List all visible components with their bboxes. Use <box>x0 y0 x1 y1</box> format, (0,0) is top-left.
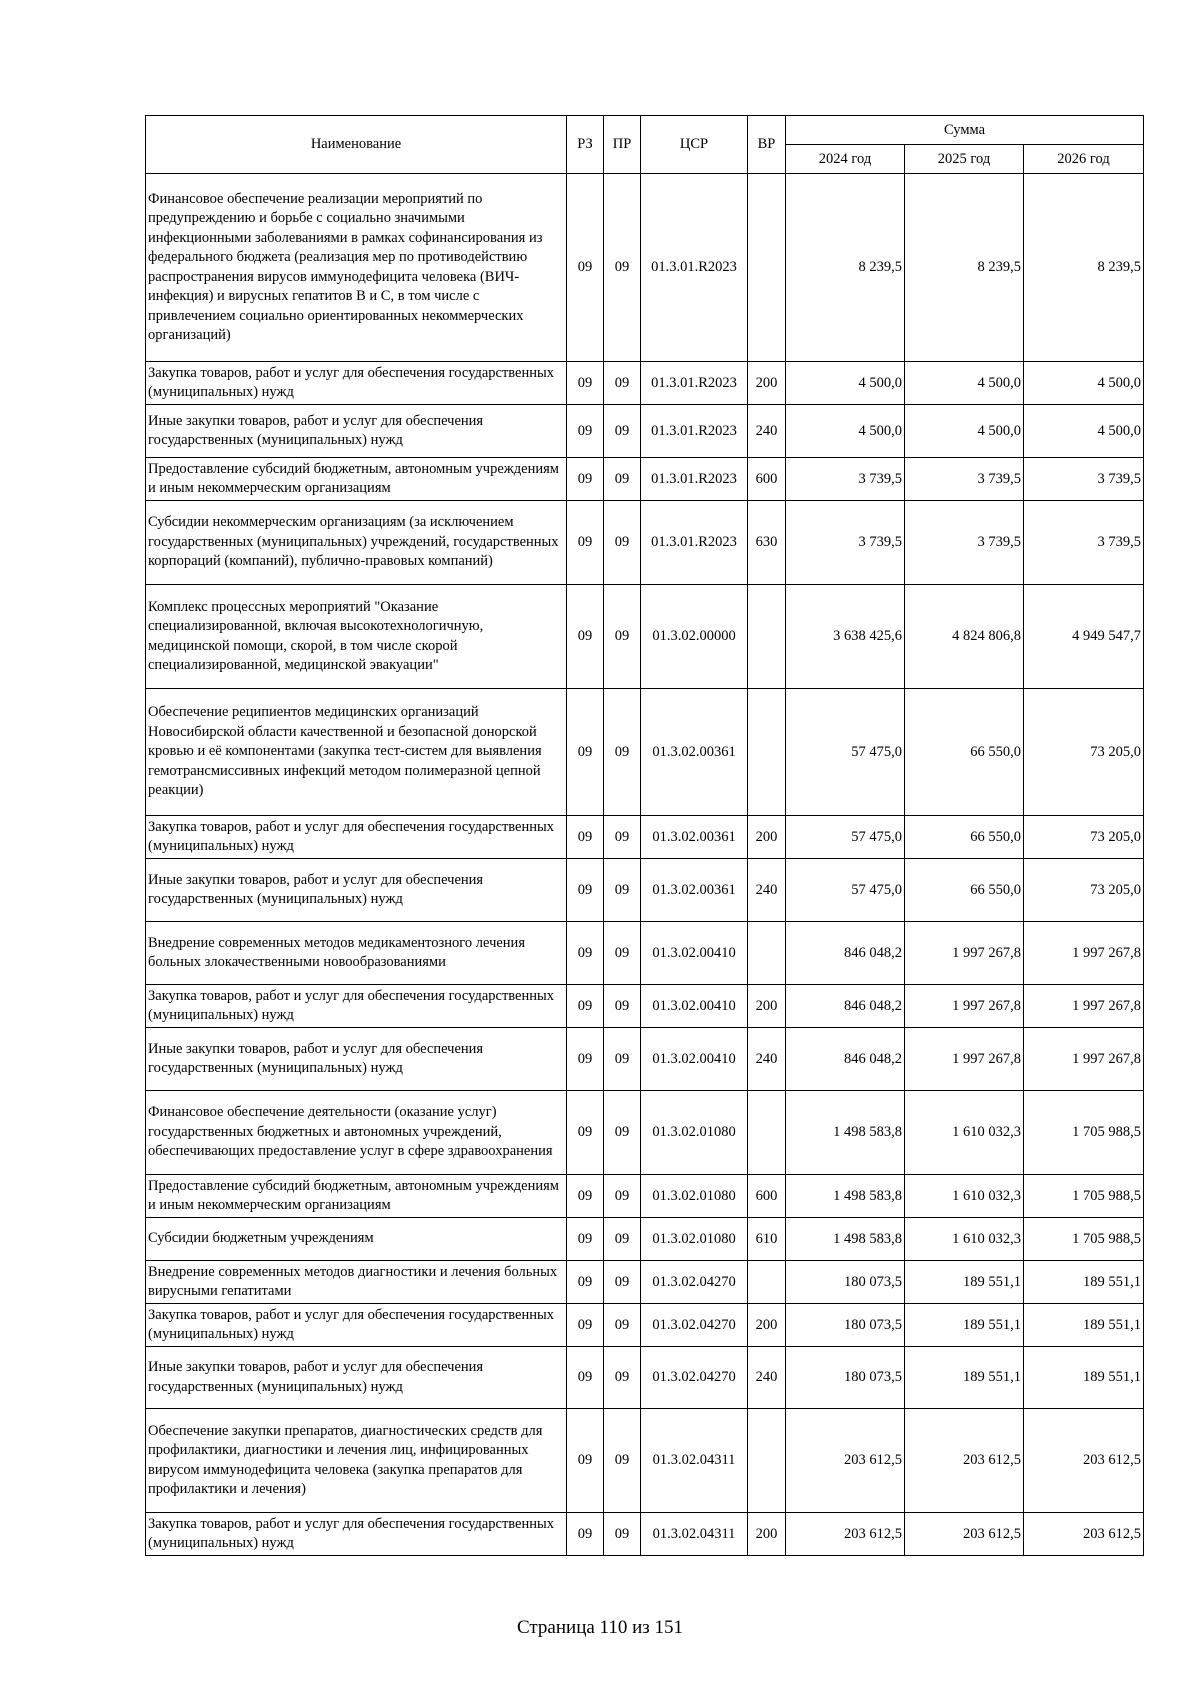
row-amount-2026: 3 739,5 <box>1024 501 1144 585</box>
row-pr: 09 <box>604 1175 641 1218</box>
row-name: Предоставление субсидий бюджетным, автономным учреждениям и иным некоммерческим организациям <box>146 1175 567 1218</box>
row-rz: 09 <box>567 1347 604 1409</box>
row-rz: 09 <box>567 1218 604 1261</box>
row-amount-2025: 203 612,5 <box>905 1513 1024 1556</box>
row-csr: 01.3.02.04270 <box>641 1304 748 1347</box>
row-amount-2025: 203 612,5 <box>905 1409 1024 1513</box>
row-pr: 09 <box>604 585 641 689</box>
header-csr: ЦСР <box>641 116 748 174</box>
row-name: Субсидии некоммерческим организациям (за исключением государственных (муниципальных) учреждений, государственных корпораций (компаний), публично-правовых компаний) <box>146 501 567 585</box>
table-row <box>146 1347 1144 1409</box>
row-name: Субсидии бюджетным учреждениям <box>146 1218 567 1261</box>
row-amount-2024: 1 498 583,8 <box>786 1175 905 1218</box>
row-vr: 200 <box>748 1513 786 1556</box>
row-csr: 01.3.02.04270 <box>641 1347 748 1409</box>
row-name: Обеспечение закупки препаратов, диагностических средств для профилактики, диагностики и лечения лиц, инфицированных вирусом иммунодефицита человека (закупка препаратов для профилактики и лечения) <box>146 1409 567 1513</box>
row-name: Закупка товаров, работ и услуг для обеспечения государственных (муниципальных) нужд <box>146 362 567 405</box>
row-amount-2026: 1 997 267,8 <box>1024 985 1144 1028</box>
row-amount-2026: 3 739,5 <box>1024 458 1144 501</box>
row-vr: 240 <box>748 405 786 458</box>
row-csr: 01.3.01.R2023 <box>641 362 748 405</box>
row-amount-2024: 846 048,2 <box>786 985 905 1028</box>
page-number: Страница 110 из 151 <box>516 1617 684 1638</box>
row-pr: 09 <box>604 859 641 922</box>
table-row <box>146 816 1144 859</box>
row-vr <box>748 585 786 689</box>
row-amount-2026: 189 551,1 <box>1024 1304 1144 1347</box>
row-amount-2026: 73 205,0 <box>1024 816 1144 859</box>
table-row <box>146 1091 1144 1175</box>
row-vr <box>748 1409 786 1513</box>
table-row <box>146 458 1144 501</box>
row-pr: 09 <box>604 689 641 816</box>
row-amount-2026: 1 705 988,5 <box>1024 1091 1144 1175</box>
row-pr: 09 <box>604 1304 641 1347</box>
header-pr: ПР <box>604 116 641 174</box>
header-sum: Сумма <box>786 116 1144 145</box>
row-vr: 200 <box>748 816 786 859</box>
row-rz: 09 <box>567 174 604 362</box>
row-rz: 09 <box>567 922 604 985</box>
row-pr: 09 <box>604 1261 641 1304</box>
row-vr <box>748 689 786 816</box>
row-name: Внедрение современных методов медикаментозного лечения больных злокачественными новообразованиями <box>146 922 567 985</box>
row-amount-2024: 846 048,2 <box>786 1028 905 1091</box>
row-csr: 01.3.01.R2023 <box>641 405 748 458</box>
row-amount-2025: 1 610 032,3 <box>905 1091 1024 1175</box>
row-amount-2024: 4 500,0 <box>786 362 905 405</box>
row-csr: 01.3.02.04270 <box>641 1261 748 1304</box>
row-amount-2024: 846 048,2 <box>786 922 905 985</box>
row-pr: 09 <box>604 174 641 362</box>
row-name: Закупка товаров, работ и услуг для обеспечения государственных (муниципальных) нужд <box>146 1513 567 1556</box>
row-amount-2024: 180 073,5 <box>786 1304 905 1347</box>
row-amount-2025: 3 739,5 <box>905 501 1024 585</box>
row-pr: 09 <box>604 1028 641 1091</box>
row-pr: 09 <box>604 362 641 405</box>
row-amount-2024: 1 498 583,8 <box>786 1091 905 1175</box>
row-amount-2025: 66 550,0 <box>905 859 1024 922</box>
row-csr: 01.3.01.R2023 <box>641 174 748 362</box>
table-row <box>146 922 1144 985</box>
row-amount-2026: 4 949 547,7 <box>1024 585 1144 689</box>
row-amount-2025: 1 997 267,8 <box>905 985 1024 1028</box>
row-pr: 09 <box>604 1218 641 1261</box>
row-name: Иные закупки товаров, работ и услуг для обеспечения государственных (муниципальных) нужд <box>146 1347 567 1409</box>
row-amount-2026: 1 997 267,8 <box>1024 922 1144 985</box>
row-amount-2025: 189 551,1 <box>905 1261 1024 1304</box>
row-amount-2025: 1 610 032,3 <box>905 1218 1024 1261</box>
row-name: Иные закупки товаров, работ и услуг для обеспечения государственных (муниципальных) нужд <box>146 405 567 458</box>
row-amount-2024: 3 739,5 <box>786 458 905 501</box>
row-rz: 09 <box>567 1513 604 1556</box>
row-csr: 01.3.02.00410 <box>641 922 748 985</box>
row-amount-2026: 4 500,0 <box>1024 405 1144 458</box>
row-csr: 01.3.02.00361 <box>641 859 748 922</box>
header-rz: РЗ <box>567 116 604 174</box>
row-amount-2024: 3 739,5 <box>786 501 905 585</box>
header-year-2024: 2024 год <box>786 145 905 174</box>
row-rz: 09 <box>567 1409 604 1513</box>
table-row <box>146 689 1144 816</box>
row-name: Иные закупки товаров, работ и услуг для обеспечения государственных (муниципальных) нужд <box>146 1028 567 1091</box>
row-vr: 240 <box>748 1028 786 1091</box>
row-rz: 09 <box>567 1175 604 1218</box>
row-name: Комплекс процессных мероприятий "Оказание специализированной, включая высокотехнологичную, медицинской помощи, скорой, в том числе скорой специализированной, медицинской эвакуации" <box>146 585 567 689</box>
table-body <box>146 174 1144 1556</box>
row-rz: 09 <box>567 405 604 458</box>
row-vr: 200 <box>748 1304 786 1347</box>
row-pr: 09 <box>604 1091 641 1175</box>
row-csr: 01.3.02.01080 <box>641 1175 748 1218</box>
row-amount-2024: 203 612,5 <box>786 1513 905 1556</box>
row-amount-2024: 57 475,0 <box>786 859 905 922</box>
row-vr: 630 <box>748 501 786 585</box>
table-row <box>146 1028 1144 1091</box>
row-vr: 610 <box>748 1218 786 1261</box>
row-amount-2025: 66 550,0 <box>905 689 1024 816</box>
row-amount-2025: 4 824 806,8 <box>905 585 1024 689</box>
row-csr: 01.3.02.00361 <box>641 816 748 859</box>
row-pr: 09 <box>604 501 641 585</box>
table-row <box>146 1513 1144 1556</box>
row-rz: 09 <box>567 1091 604 1175</box>
row-name: Закупка товаров, работ и услуг для обеспечения государственных (муниципальных) нужд <box>146 985 567 1028</box>
row-amount-2026: 189 551,1 <box>1024 1261 1144 1304</box>
header-name: Наименование <box>146 116 567 174</box>
row-rz: 09 <box>567 985 604 1028</box>
table-row <box>146 174 1144 362</box>
row-csr: 01.3.02.00410 <box>641 1028 748 1091</box>
table-row <box>146 1304 1144 1347</box>
row-amount-2026: 1 997 267,8 <box>1024 1028 1144 1091</box>
header-year-2026: 2026 год <box>1024 145 1144 174</box>
row-amount-2025: 1 997 267,8 <box>905 922 1024 985</box>
row-amount-2024: 8 239,5 <box>786 174 905 362</box>
row-vr: 600 <box>748 1175 786 1218</box>
row-amount-2024: 180 073,5 <box>786 1261 905 1304</box>
table-row <box>146 405 1144 458</box>
row-csr: 01.3.02.00361 <box>641 689 748 816</box>
row-csr: 01.3.02.00410 <box>641 985 748 1028</box>
row-vr: 200 <box>748 362 786 405</box>
row-pr: 09 <box>604 1513 641 1556</box>
row-vr <box>748 922 786 985</box>
row-amount-2026: 73 205,0 <box>1024 859 1144 922</box>
row-rz: 09 <box>567 458 604 501</box>
row-amount-2025: 3 739,5 <box>905 458 1024 501</box>
row-pr: 09 <box>604 1347 641 1409</box>
row-rz: 09 <box>567 859 604 922</box>
row-pr: 09 <box>604 405 641 458</box>
row-amount-2024: 3 638 425,6 <box>786 585 905 689</box>
row-amount-2025: 8 239,5 <box>905 174 1024 362</box>
row-name: Закупка товаров, работ и услуг для обеспечения государственных (муниципальных) нужд <box>146 816 567 859</box>
row-rz: 09 <box>567 1261 604 1304</box>
table-row <box>146 1409 1144 1513</box>
row-csr: 01.3.01.R2023 <box>641 501 748 585</box>
row-csr: 01.3.02.01080 <box>641 1218 748 1261</box>
header-year-2025: 2025 год <box>905 145 1024 174</box>
row-vr <box>748 174 786 362</box>
table-row <box>146 985 1144 1028</box>
row-amount-2026: 189 551,1 <box>1024 1347 1144 1409</box>
row-csr: 01.3.02.01080 <box>641 1091 748 1175</box>
row-amount-2026: 203 612,5 <box>1024 1409 1144 1513</box>
row-amount-2025: 4 500,0 <box>905 362 1024 405</box>
row-rz: 09 <box>567 585 604 689</box>
row-amount-2025: 4 500,0 <box>905 405 1024 458</box>
row-pr: 09 <box>604 816 641 859</box>
row-rz: 09 <box>567 816 604 859</box>
row-amount-2025: 189 551,1 <box>905 1304 1024 1347</box>
row-amount-2024: 203 612,5 <box>786 1409 905 1513</box>
row-amount-2025: 189 551,1 <box>905 1347 1024 1409</box>
table-row <box>146 1218 1144 1261</box>
row-name: Обеспечение реципиентов медицинских организаций Новосибирской области качественной и безопасной донорской кровью и её компонентами (закупка тест-систем для выявления гемотрансмиссивных инфекций методом полимеразной цепной реакции) <box>146 689 567 816</box>
row-rz: 09 <box>567 362 604 405</box>
row-rz: 09 <box>567 1028 604 1091</box>
budget-table <box>145 115 1144 1556</box>
table-row <box>146 585 1144 689</box>
row-vr: 240 <box>748 1347 786 1409</box>
row-pr: 09 <box>604 458 641 501</box>
row-amount-2024: 1 498 583,8 <box>786 1218 905 1261</box>
row-amount-2024: 4 500,0 <box>786 405 905 458</box>
row-name: Иные закупки товаров, работ и услуг для обеспечения государственных (муниципальных) нужд <box>146 859 567 922</box>
table-row <box>146 501 1144 585</box>
table-row <box>146 1175 1144 1218</box>
row-amount-2024: 57 475,0 <box>786 816 905 859</box>
row-amount-2026: 8 239,5 <box>1024 174 1144 362</box>
row-amount-2025: 1 997 267,8 <box>905 1028 1024 1091</box>
row-amount-2025: 66 550,0 <box>905 816 1024 859</box>
row-pr: 09 <box>604 1409 641 1513</box>
row-csr: 01.3.02.00000 <box>641 585 748 689</box>
row-vr <box>748 1261 786 1304</box>
row-rz: 09 <box>567 689 604 816</box>
row-amount-2026: 1 705 988,5 <box>1024 1218 1144 1261</box>
row-amount-2026: 1 705 988,5 <box>1024 1175 1144 1218</box>
row-rz: 09 <box>567 501 604 585</box>
row-amount-2026: 203 612,5 <box>1024 1513 1144 1556</box>
row-name: Предоставление субсидий бюджетным, автономным учреждениям и иным некоммерческим организациям <box>146 458 567 501</box>
row-pr: 09 <box>604 985 641 1028</box>
row-name: Закупка товаров, работ и услуг для обеспечения государственных (муниципальных) нужд <box>146 1304 567 1347</box>
row-name: Финансовое обеспечение деятельности (оказание услуг) государственных бюджетных и автономных учреждений, обеспечивающих предоставление услуг в сфере здравоохранения <box>146 1091 567 1175</box>
row-name: Финансовое обеспечение реализации мероприятий по предупреждению и борьбе с социально значимыми инфекционными заболеваниями в рамках софинансирования из федерального бюджета (реализация мер по противодействию распространения вирусов иммунодефицита человека (ВИЧ-инфекция) и вирусных гепатитов В и С, в том числе с привлечением социально ориентированных некоммерческих организаций) <box>146 174 567 362</box>
row-vr: 600 <box>748 458 786 501</box>
row-csr: 01.3.01.R2023 <box>641 458 748 501</box>
row-amount-2025: 1 610 032,3 <box>905 1175 1024 1218</box>
table-header <box>146 116 1144 174</box>
table-row <box>146 859 1144 922</box>
row-csr: 01.3.02.04311 <box>641 1409 748 1513</box>
row-amount-2026: 73 205,0 <box>1024 689 1144 816</box>
row-csr: 01.3.02.04311 <box>641 1513 748 1556</box>
row-amount-2024: 180 073,5 <box>786 1347 905 1409</box>
row-pr: 09 <box>604 922 641 985</box>
row-name: Внедрение современных методов диагностики и лечения больных вирусными гепатитами <box>146 1261 567 1304</box>
row-vr <box>748 1091 786 1175</box>
row-vr: 240 <box>748 859 786 922</box>
table-row <box>146 362 1144 405</box>
row-vr: 200 <box>748 985 786 1028</box>
row-amount-2026: 4 500,0 <box>1024 362 1144 405</box>
header-vr: ВР <box>748 116 786 174</box>
row-amount-2024: 57 475,0 <box>786 689 905 816</box>
table-row <box>146 1261 1144 1304</box>
row-rz: 09 <box>567 1304 604 1347</box>
